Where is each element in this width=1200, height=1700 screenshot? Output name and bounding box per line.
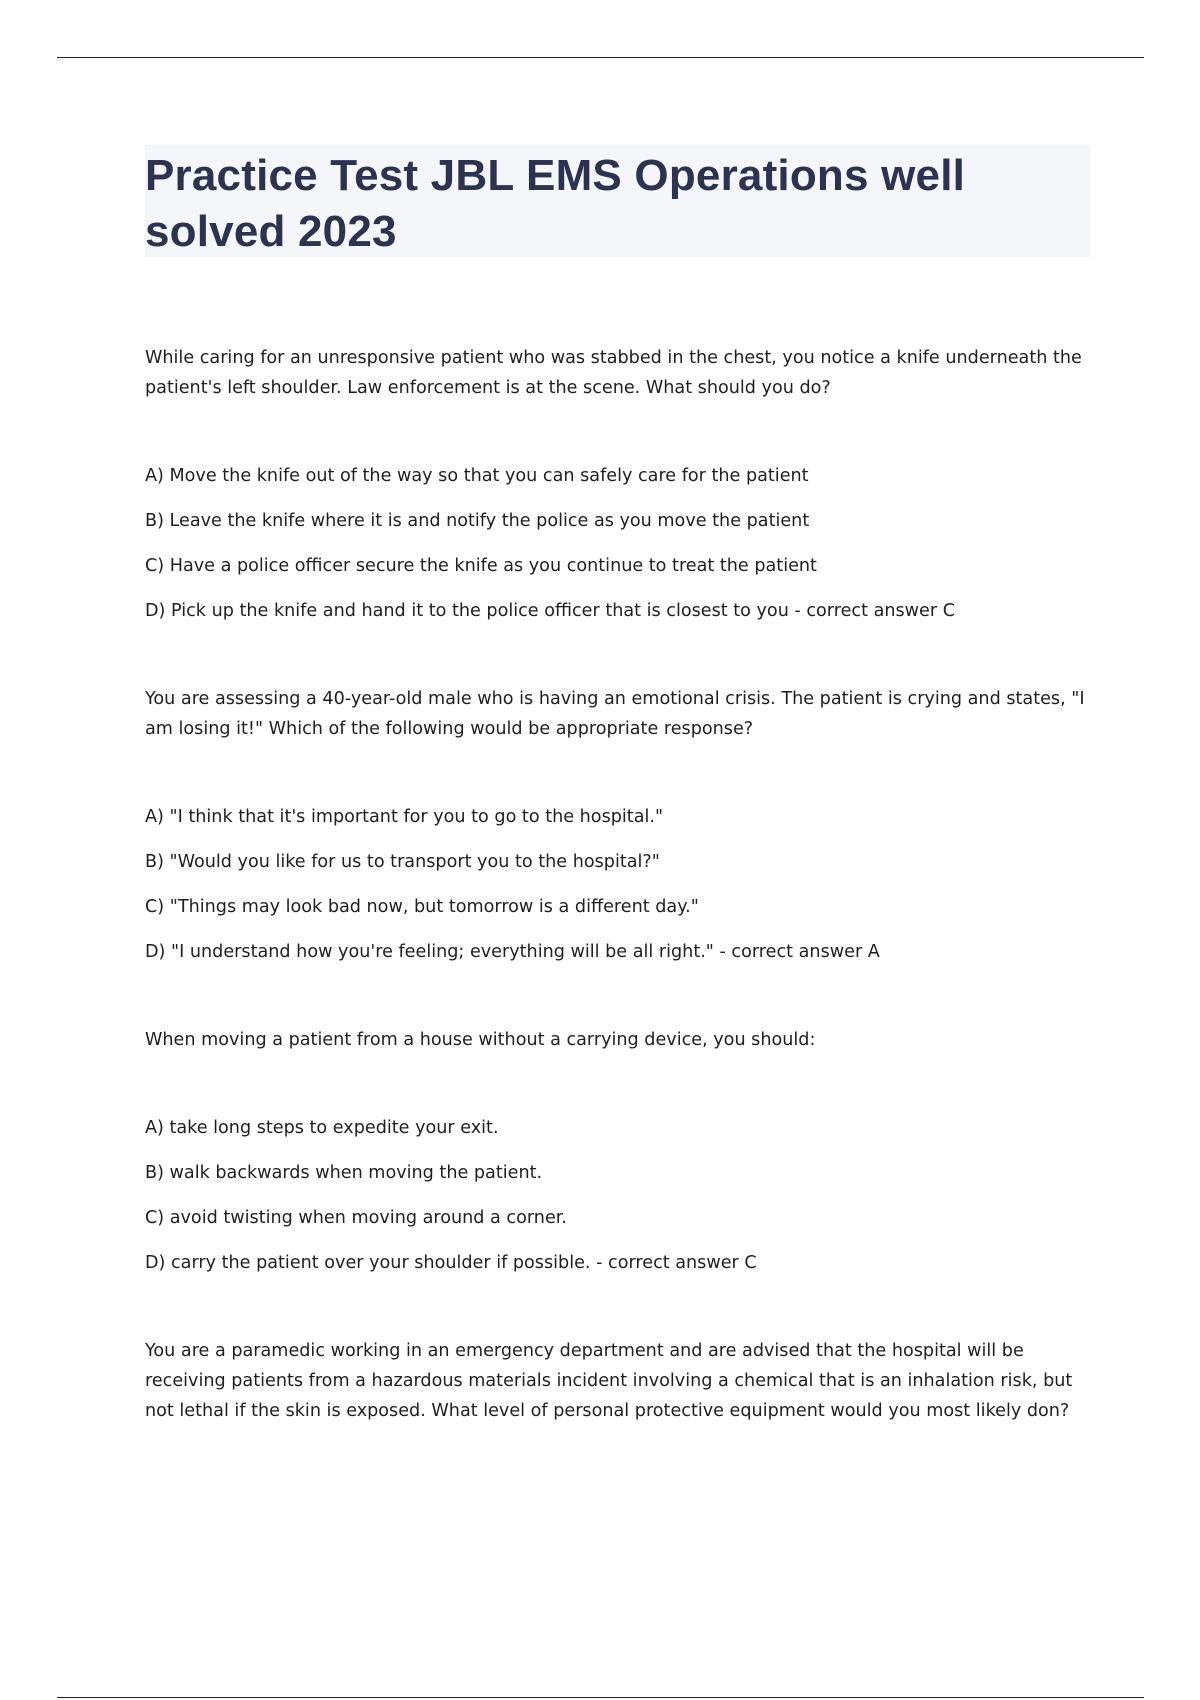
- option-a: A) "I think that it's important for you to go to the hospital.": [145, 807, 664, 827]
- top-rule: [57, 57, 1144, 58]
- question-text: You are assessing a 40-year-old male who is having an emotional crisis. The patient is crying and states, "I am losing it!" Which of the following would be appropriate response?: [145, 689, 1085, 739]
- option-d: D) carry the patient over your shoulder if possible. - correct answer C: [145, 1253, 757, 1273]
- question-block-2: [145, 684, 1100, 982]
- option-c: C) avoid twisting when moving around a corner.: [145, 1208, 567, 1228]
- answer-options: [145, 1113, 1100, 1293]
- option-d: D) "I understand how you're feeling; everything will be all right." - correct answer A: [145, 942, 880, 962]
- option-b: B) Leave the knife where it is and notify the police as you move the patient: [145, 511, 810, 531]
- option-c: C) Have a police officer secure the knife as you continue to treat the patient: [145, 556, 817, 576]
- title-banner: [145, 145, 1090, 257]
- question-block-4: [145, 1336, 1100, 1426]
- option-a: A) Move the knife out of the way so that you can safely care for the patient: [145, 466, 809, 486]
- question-block-3: [145, 1025, 1100, 1293]
- option-c: C) "Things may look bad now, but tomorrow is a different day.": [145, 897, 699, 917]
- question-text: You are a paramedic working in an emergency department and are advised that the hospital will be receiving patients from a hazardous materials incident involving a chemical that is an inhalation risk, but not lethal if the skin is exposed. What level of personal protective equipment would you most likely don?: [145, 1341, 1073, 1421]
- bottom-rule: [57, 1697, 1144, 1698]
- option-b: B) walk backwards when moving the patient.: [145, 1163, 543, 1183]
- page-title: Practice Test JBL EMS Operations well solved 2023: [145, 151, 966, 256]
- question-text: When moving a patient from a house without a carrying device, you should:: [145, 1030, 816, 1050]
- option-b: B) "Would you like for us to transport you to the hospital?": [145, 852, 660, 872]
- option-d: D) Pick up the knife and hand it to the police officer that is closest to you - correct answer C: [145, 601, 955, 621]
- answer-options: [145, 802, 1100, 982]
- answer-options: [145, 461, 1100, 641]
- question-block-1: [145, 343, 1100, 641]
- question-list: [145, 343, 1100, 1469]
- question-text: While caring for an unresponsive patient who was stabbed in the chest, you notice a knife underneath the patient's left shoulder. Law enforcement is at the scene. What should you do?: [145, 348, 1082, 398]
- option-a: A) take long steps to expedite your exit.: [145, 1118, 499, 1138]
